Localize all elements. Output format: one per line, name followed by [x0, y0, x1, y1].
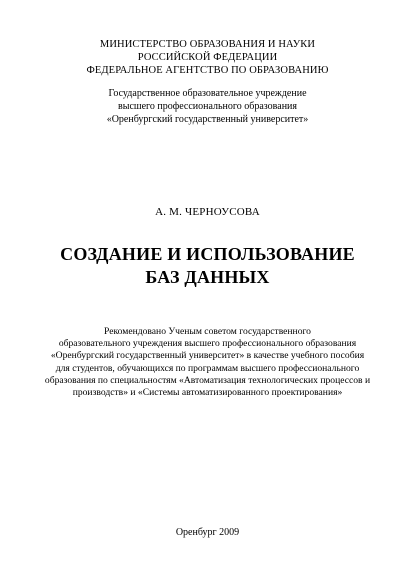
- title-line: СОЗДАНИЕ И ИСПОЛЬЗОВАНИЕ: [60, 244, 355, 264]
- ministry-line: ФЕДЕРАЛЬНОЕ АГЕНТСТВО ПО ОБРАЗОВАНИЮ: [86, 65, 329, 76]
- city-year: Оренбург 2009: [175, 527, 240, 538]
- author-name: А. М. ЧЕРНОУСОВА: [155, 206, 260, 218]
- document-title: [0, 243, 415, 289]
- recommendation-text: [0, 326, 415, 399]
- recommendation-line: образования по специальностям «Автоматизация технологических процессов и: [44, 374, 371, 386]
- recommendation-line: производств» и «Системы автоматизированного проектирования»: [72, 387, 343, 399]
- recommendation-line: образовательного учреждения высшего профессионального образования: [58, 338, 357, 350]
- institution-line: высшего профессионального образования: [118, 101, 297, 112]
- recommendation-line: «Оренбургский государственный университет» в качестве учебного пособия: [50, 350, 365, 362]
- recommendation-line: для студентов, обучающихся по программам высшего профессионального: [55, 362, 360, 374]
- title-line: БАЗ ДАННЫХ: [145, 267, 270, 287]
- ministry-header: [0, 38, 415, 77]
- institution-line: «Оренбургский государственный университет»: [106, 114, 309, 125]
- ministry-line: МИНИСТЕРСТВО ОБРАЗОВАНИЯ И НАУКИ: [99, 39, 316, 50]
- ministry-line: РОССИЙСКОЙ ФЕДЕРАЦИИ: [137, 52, 278, 63]
- institution-header: [0, 87, 415, 126]
- institution-line: Государственное образовательное учреждение: [108, 88, 307, 99]
- recommendation-line: Рекомендовано Ученым советом государственного: [104, 326, 311, 337]
